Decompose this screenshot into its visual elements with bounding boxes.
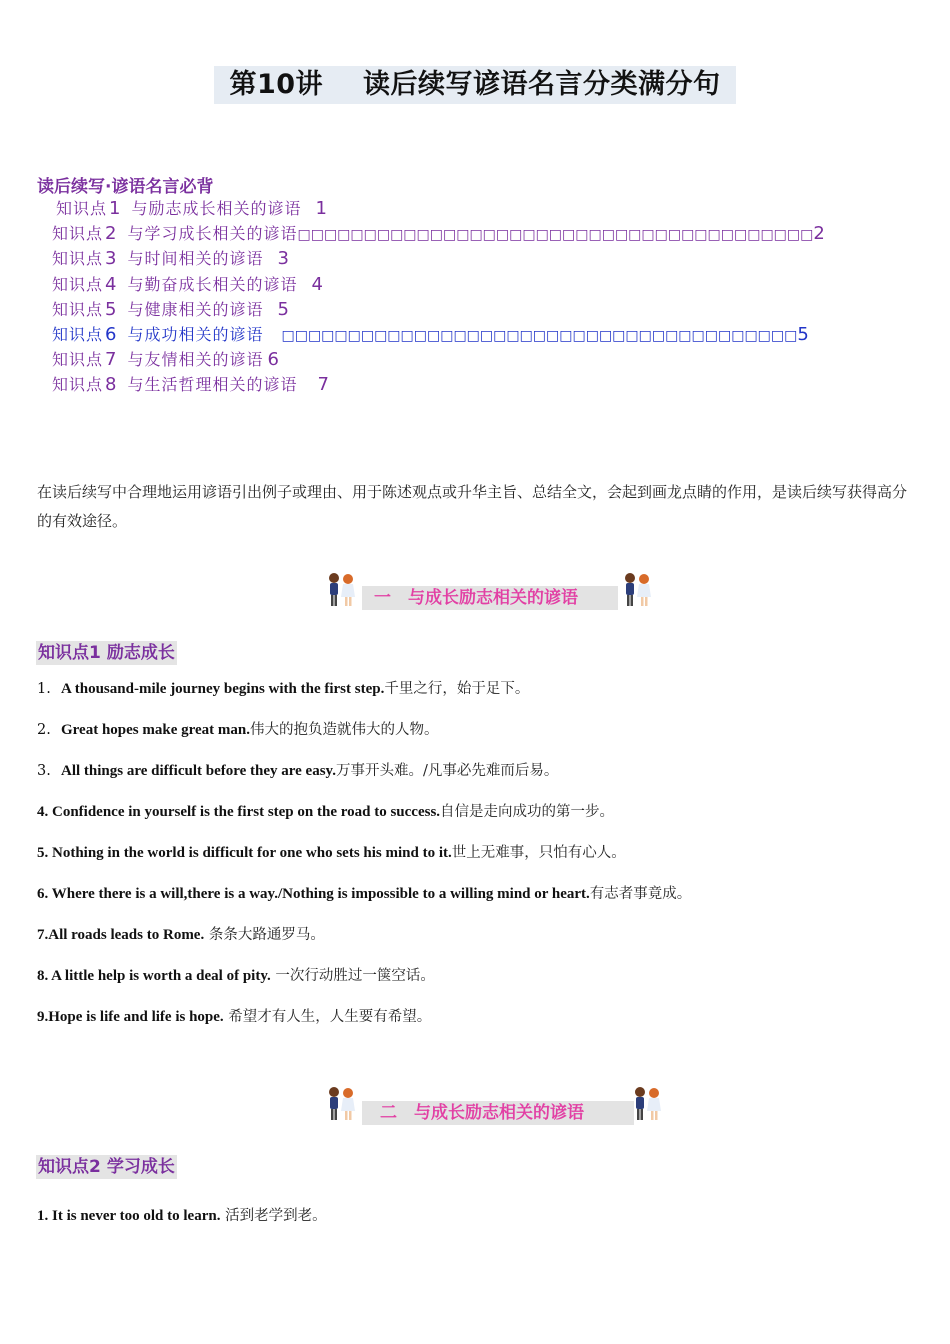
toc-item[interactable]: 知识点 7 与友情相关的谚语 6: [52, 349, 280, 371]
section-banner: [0, 1084, 950, 1124]
toc-item[interactable]: 知识点 4 与勤奋成长相关的谚语 4: [52, 273, 324, 295]
knowledge-point-heading: 知识点1 励志成长: [38, 643, 175, 663]
kids-icon: [620, 570, 654, 610]
toc-item[interactable]: 知识点 5 与健康相关的谚语 5: [52, 298, 290, 320]
toc-item[interactable]: 知识点 1 与励志成长相关的谚语 1: [56, 198, 328, 219]
toc-page-number: 4: [311, 273, 324, 295]
toc-page-number: 6: [267, 349, 280, 371]
toc-page-number: 3: [277, 248, 290, 270]
intro-paragraph: 在读后续写中合理地运用谚语引出例子或理由、用于陈述观点或升华主旨、总结全文，会起到画龙点睛的作用，是读后续写获得高分的有效途径。: [37, 483, 908, 530]
toc-page-number: 7: [317, 374, 330, 396]
toc-item[interactable]: 知识点 8 与生活哲理相关的谚语 7: [52, 374, 330, 396]
table-of-contents: [52, 196, 922, 398]
list-item: 5. Nothing in the world is difficult for one who sets his mind to it.世上无难事，只怕有心人。: [37, 845, 626, 861]
toc-item[interactable]: 知识点 2 与学习成长相关的谚语□□□□□□□□□□□□□□□□□□□□□□□□□□□□□□□□□□□□□□□2: [52, 223, 826, 245]
toc-item[interactable]: 知识点 3 与时间相关的谚语 3: [52, 248, 290, 270]
kids-icon: [630, 1084, 664, 1124]
toc-page-number: 5: [277, 298, 290, 320]
page-title: [214, 66, 736, 104]
section-title: 一 与成长励志相关的谚语: [362, 586, 618, 610]
list-item: 9.Hope is life and life is hope. 希望才有人生，人生要有希望。: [37, 1009, 432, 1025]
toc-page-number: 5: [797, 323, 810, 345]
list-item: 8. A little help is worth a deal of pity. 一次行动胜过一箧空话。: [37, 968, 435, 984]
knowledge-point-heading: 知识点2 学习成长: [38, 1157, 175, 1177]
section-title: 二 与成长励志相关的谚语: [362, 1101, 634, 1125]
toc-item[interactable]: 知识点 6 与成功相关的谚语 □□□□□□□□□□□□□□□□□□□□□□□□□□□□□□□□□□□□□□□5: [52, 323, 810, 345]
list-item: 3. All things are difficult before they are easy.万事开头难。/凡事必先难而后易。: [37, 763, 559, 779]
toc-page-number: 2: [813, 223, 826, 245]
lecture-topic: 读后续写谚语名言分类满分句: [363, 69, 721, 100]
toc-heading: 读后续写·谚语名言必背: [37, 177, 214, 197]
section-banner: [0, 570, 950, 610]
list-item: 1. It is never too old to learn. 活到老学到老。: [37, 1208, 327, 1224]
list-item: 6. Where there is a will,there is a way./Nothing is impossible to a willing mind or heart.有志者事竟成。: [37, 886, 692, 902]
lecture-number: 第10讲: [229, 69, 324, 100]
kids-icon: [324, 570, 358, 610]
list-item: 4. Confidence in yourself is the first step on the road to success.自信是走向成功的第一步。: [37, 804, 615, 820]
kids-icon: [324, 1084, 358, 1124]
toc-page-number: 1: [315, 198, 328, 219]
list-item: 1. A thousand-mile journey begins with the first step.千里之行，始于足下。: [37, 681, 530, 697]
list-item: 7.All roads leads to Rome. 条条大路通罗马。: [37, 927, 325, 943]
list-item: 2. Great hopes make great man.伟大的抱负造就伟大的人物。: [37, 722, 439, 738]
